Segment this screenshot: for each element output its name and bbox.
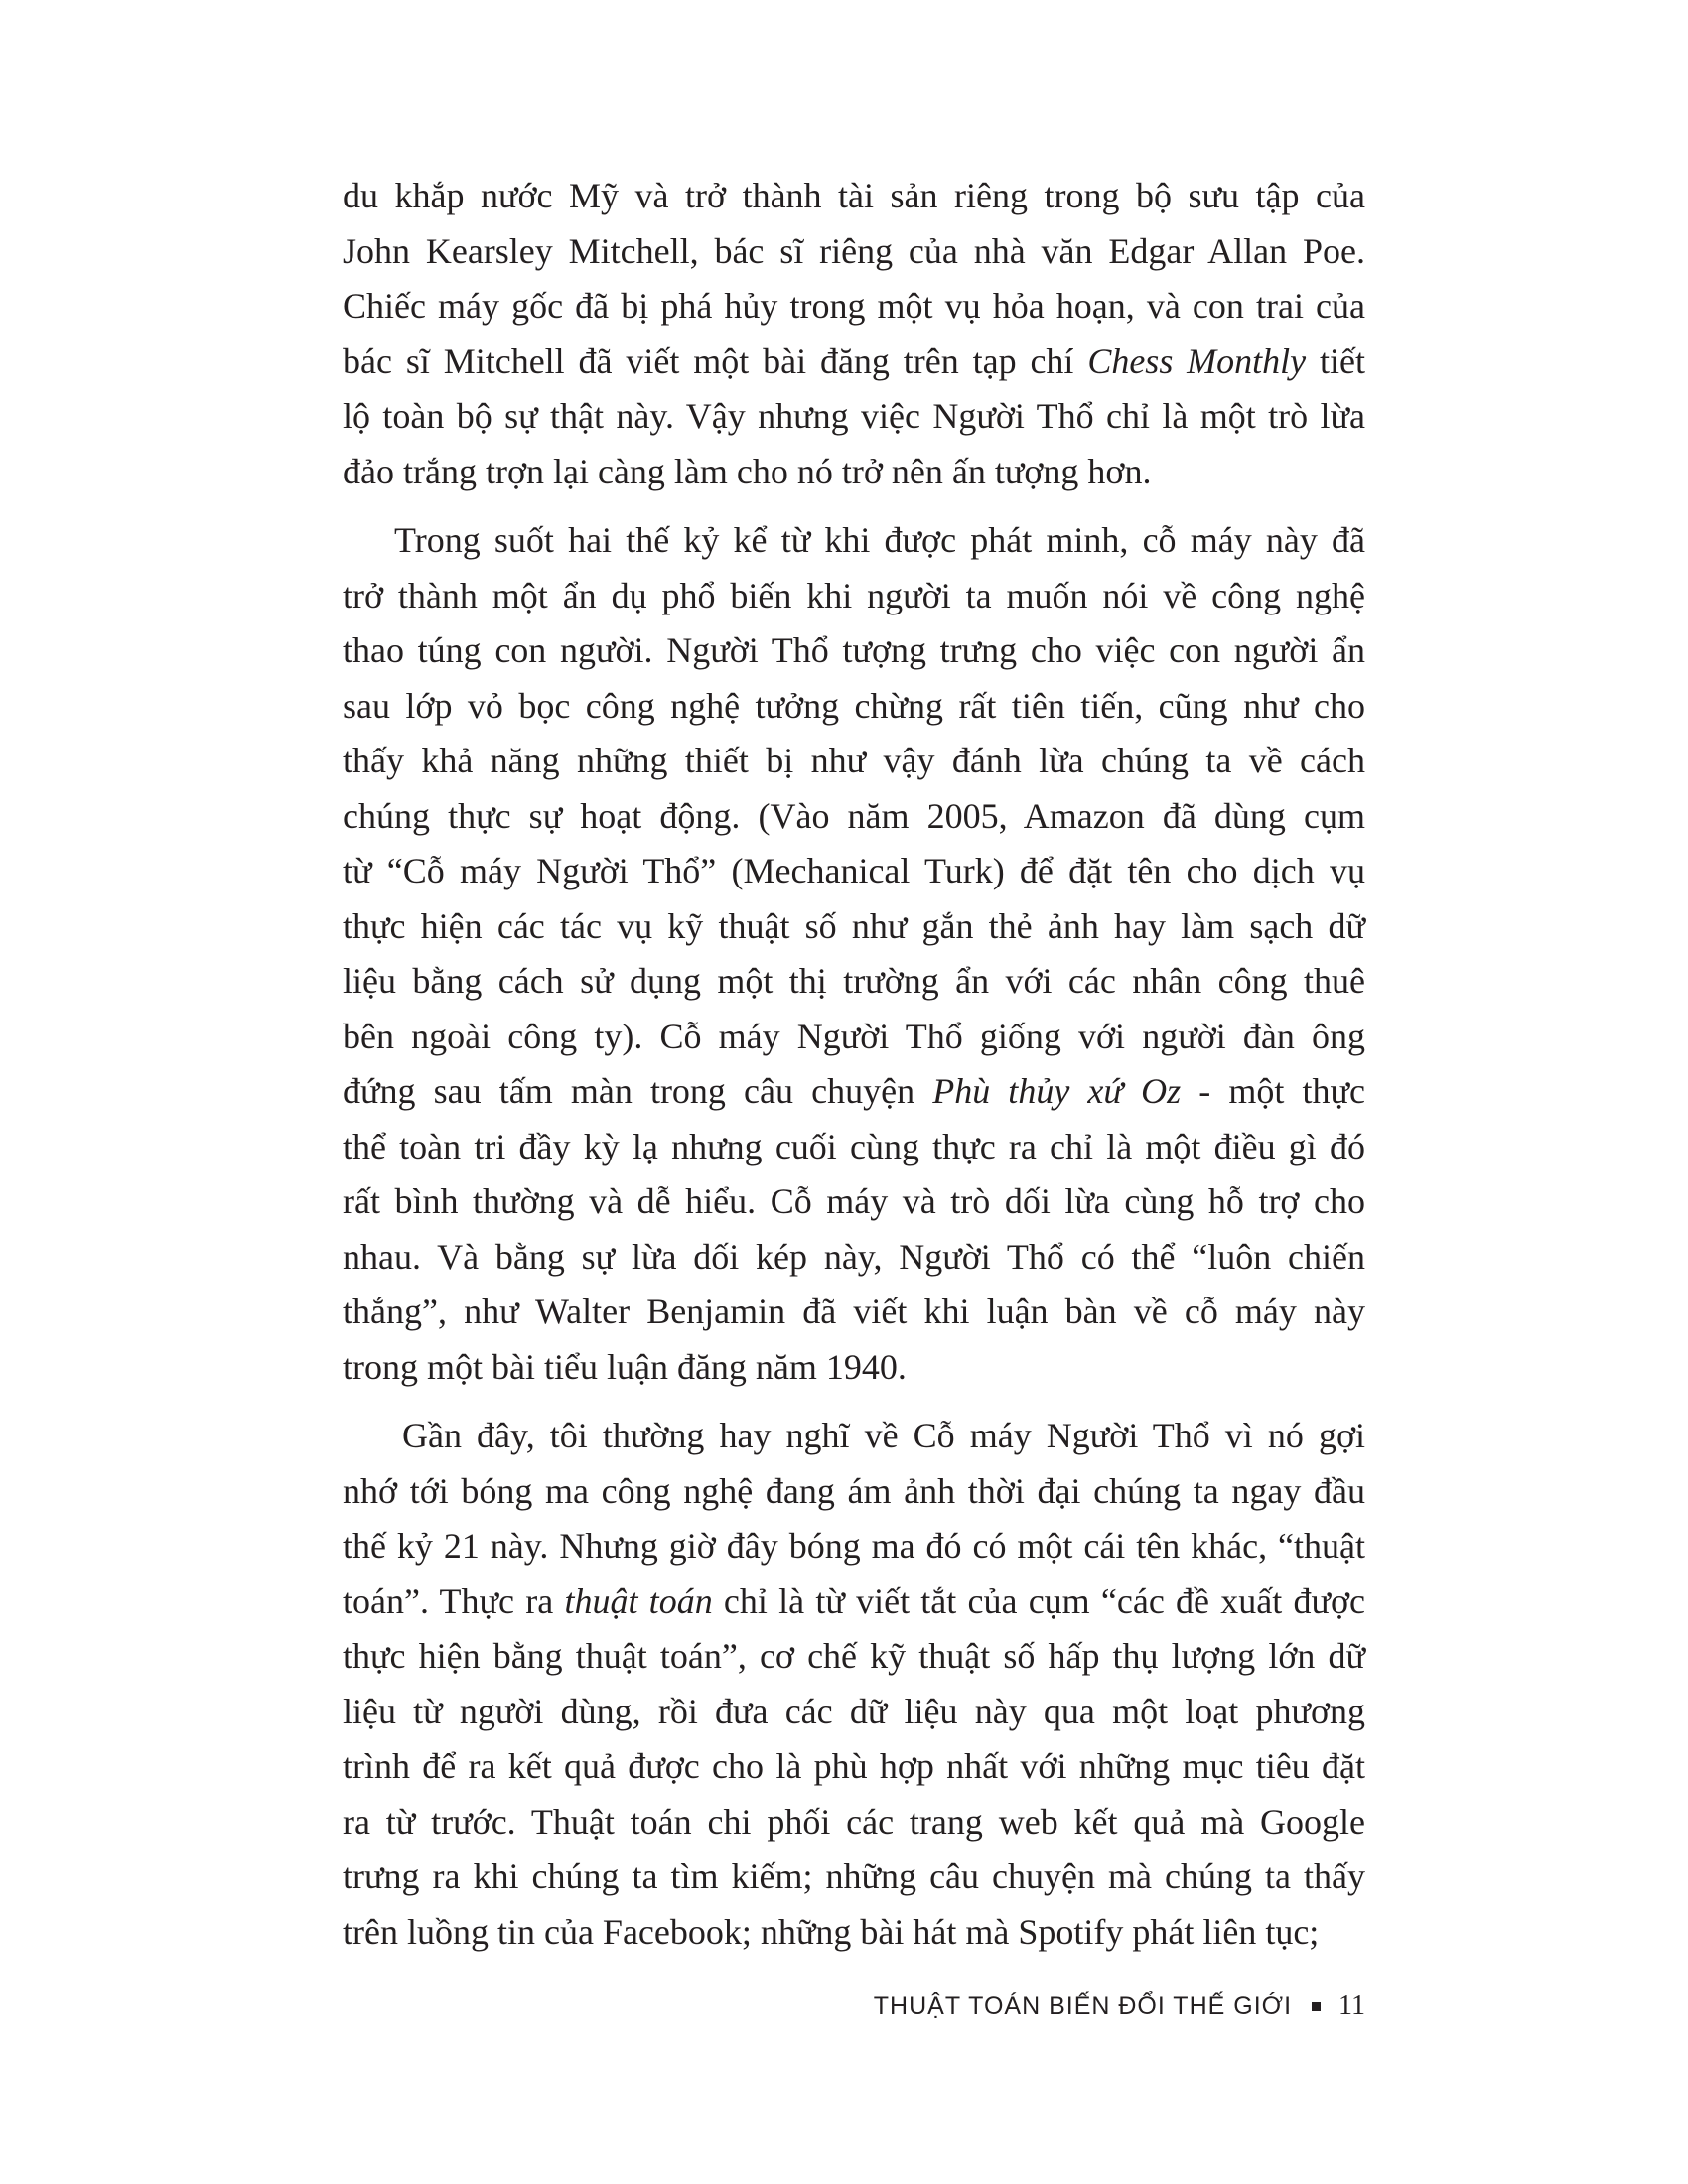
text-line xyxy=(343,1285,1365,1340)
text-run: liệu từ người dùng, rồi đưa các dữ liệu này qua một loạt phương xyxy=(343,1691,1365,1731)
separator-square-icon xyxy=(1312,2002,1321,2011)
text-line xyxy=(343,1174,1365,1230)
text-run: nhau. Và bằng sự lừa dối kép này, Người Thổ có thể “luôn chiến xyxy=(343,1236,1365,1277)
text-run: đứng sau tấm màn trong câu chuyện xyxy=(343,1071,933,1111)
text-run: thắng”, như Walter Benjamin đã viết khi luận bàn về cỗ máy này xyxy=(343,1292,1365,1331)
text-line xyxy=(343,1010,1365,1065)
text-line xyxy=(343,679,1365,735)
text-run: thể toàn tri đầy kỳ lạ nhưng cuối cùng thực ra chỉ là một điều gì đó xyxy=(343,1126,1365,1166)
text-run: trong một bài tiểu luận đăng năm 1940. xyxy=(343,1346,907,1387)
text-run: trở thành một ẩn dụ phổ biến khi người ta muốn nói về công nghệ xyxy=(343,575,1365,615)
italic-title: Phù thủy xứ Oz xyxy=(932,1071,1182,1111)
italic-title: thuật toán xyxy=(564,1580,713,1621)
text-line xyxy=(343,1409,1365,1464)
text-run: - một thực xyxy=(1181,1071,1365,1111)
text-run: thấy khả năng những thiết bị như vậy đánh lừa chúng ta về cách xyxy=(343,741,1365,780)
text-line xyxy=(343,1464,1365,1520)
text-run: thao túng con người. Người Thổ tượng trưng cho việc con người ẩn xyxy=(343,630,1365,670)
text-line xyxy=(343,789,1365,845)
text-line xyxy=(343,1230,1365,1286)
text-run: du khắp nước Mỹ và trở thành tài sản riêng trong bộ sưu tập của xyxy=(343,176,1365,215)
text-run: sau lớp vỏ bọc công nghệ tưởng chừng rất tiên tiến, cũng như cho xyxy=(343,685,1365,726)
text-run: trên luồng tin của Facebook; những bài hát mà Spotify phát liên tục; xyxy=(343,1911,1320,1952)
paragraph xyxy=(343,1409,1365,1960)
text-line xyxy=(343,1519,1365,1574)
text-line xyxy=(343,1340,1365,1396)
text-line xyxy=(343,1849,1365,1905)
text-run: chỉ là từ viết tắt của cụm “các đề xuất được xyxy=(712,1580,1366,1621)
text-line xyxy=(343,513,1365,569)
paragraph xyxy=(343,169,1365,499)
text-line xyxy=(343,389,1365,445)
text-line xyxy=(343,1120,1365,1175)
text-line xyxy=(343,623,1365,679)
text-run: lộ toàn bộ sự thật này. Vậy nhưng việc Người Thổ chỉ là một trò lừa xyxy=(343,396,1365,436)
text-run: trình để ra kết quả được cho là phù hợp nhất với những mục tiêu đặt xyxy=(343,1746,1365,1786)
text-run: thực hiện bằng thuật toán”, cơ chế kỹ thuật số hấp thụ lượng lớn dữ xyxy=(343,1636,1365,1676)
text-run: Gần đây, tôi thường hay nghĩ về Cỗ máy Người Thổ vì nó gợi xyxy=(402,1416,1365,1455)
text-line xyxy=(343,445,1365,500)
text-line xyxy=(343,954,1365,1010)
text-run: đảo trắng trợn lại càng làm cho nó trở nên ấn tượng hơn. xyxy=(343,451,1152,491)
text-line xyxy=(343,1629,1365,1685)
page-footer xyxy=(874,1990,1365,2022)
text-run: John Kearsley Mitchell, bác sĩ riêng của nhà văn Edgar Allan Poe. xyxy=(343,230,1365,271)
text-line xyxy=(343,169,1365,224)
text-run: Chiếc máy gốc đã bị phá hủy trong một vụ hỏa hoạn, và con trai của xyxy=(343,286,1365,326)
text-line xyxy=(343,844,1365,899)
text-run: tiết xyxy=(1306,341,1366,381)
text-run: bác sĩ Mitchell đã viết một bài đăng trên tạp chí xyxy=(343,341,1088,381)
paragraph xyxy=(343,513,1365,1395)
text-run: rất bình thường và dễ hiểu. Cỗ máy và trò dối lừa cùng hỗ trợ cho xyxy=(343,1181,1365,1221)
text-run: thực hiện các tác vụ kỹ thuật số như gắn thẻ ảnh hay làm sạch dữ xyxy=(343,905,1365,946)
text-run: ra từ trước. Thuật toán chi phối các trang web kết quả mà Google xyxy=(343,1801,1365,1842)
text-line xyxy=(343,1905,1365,1961)
text-run: bên ngoài công ty). Cỗ máy Người Thổ giống với người đàn ông xyxy=(343,1016,1365,1056)
text-line xyxy=(343,734,1365,789)
text-run: toán”. Thực ra xyxy=(343,1580,565,1621)
text-line xyxy=(343,569,1365,624)
italic-title: Chess Monthly xyxy=(1087,341,1307,381)
text-line xyxy=(343,335,1365,390)
text-line xyxy=(343,224,1365,280)
text-line xyxy=(343,899,1365,955)
text-line xyxy=(343,279,1365,335)
page-number: 11 xyxy=(1338,1990,1365,2021)
text-run: liệu bằng cách sử dụng một thị trường ẩn với các nhân công thuê xyxy=(343,961,1365,1001)
text-run: từ “Cỗ máy Người Thổ” (Mechanical Turk) để đặt tên cho dịch vụ xyxy=(343,851,1365,890)
text-line xyxy=(343,1685,1365,1740)
body-text xyxy=(343,169,1365,1960)
text-line xyxy=(343,1795,1365,1850)
text-run: thế kỷ 21 này. Nhưng giờ đây bóng ma đó có một cái tên khác, “thuật xyxy=(343,1526,1365,1566)
text-run: nhớ tới bóng ma công nghệ đang ám ảnh thời đại chúng ta ngay đầu xyxy=(343,1470,1365,1511)
running-title: THUẬT TOÁN BIẾN ĐỔI THẾ GIỚI xyxy=(873,1991,1293,2020)
text-line xyxy=(343,1064,1365,1120)
text-line xyxy=(343,1739,1365,1795)
text-run: chúng thực sự hoạt động. (Vào năm 2005, Amazon đã dùng cụm xyxy=(343,795,1365,836)
text-run: trưng ra khi chúng ta tìm kiếm; những câu chuyện mà chúng ta thấy xyxy=(343,1856,1365,1896)
text-run: Trong suốt hai thế kỷ kể từ khi được phát minh, cỗ máy này đã xyxy=(394,520,1365,560)
text-line xyxy=(343,1574,1365,1630)
